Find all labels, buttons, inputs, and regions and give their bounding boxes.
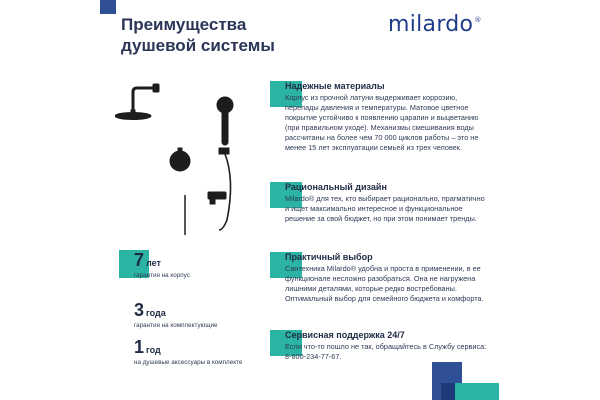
stat-body-warranty <box>119 250 190 279</box>
feature-text: Milardo® для тех, кто выбирает рационально, прагматично и ищет максимально интересное и функциональное решение за свой бюджет, но при этом понимает тренды. <box>285 194 485 223</box>
page-title <box>121 14 275 56</box>
stat-number <box>119 337 242 358</box>
stat-value: 3 <box>134 300 145 320</box>
stat-caption: на душевые аксессуары в комплекте <box>134 359 243 366</box>
feature-title: Сервисная поддержка 24/7 <box>285 330 405 340</box>
feature-service-support <box>270 330 490 362</box>
feature-text: Корпус из прочной латуни выдерживает коррозию, перепады давления и температуры. Матовое цветное покрытие устойчиво к появлению царапин и выцветанию (при правильном уходе). Механизмы смешивания воды рассчитаны на более чем 70 000 циклов работы – это не менее 15 лет эксплуатации семьей из трех человек. <box>285 93 479 152</box>
feature-reliable-materials <box>270 81 490 153</box>
stat-unit: год <box>146 345 161 355</box>
stat-value: 1 <box>134 337 145 357</box>
feature-practical-choice <box>270 252 490 304</box>
stat-number <box>119 300 218 321</box>
title-line-2: душевой системы <box>121 36 275 55</box>
feature-title: Практичный выбор <box>285 252 373 262</box>
stat-unit: лет <box>146 258 161 268</box>
shower-system-image <box>115 80 245 250</box>
decorative-block-teal <box>455 383 499 400</box>
stat-unit: года <box>146 308 166 318</box>
stat-value: 7 <box>134 250 145 270</box>
stat-caption: гарантия на комплектующие <box>134 322 218 329</box>
title-line-1: Преимущества <box>121 15 247 34</box>
logo-text: milardo <box>388 12 474 37</box>
feature-rational-design <box>270 182 490 224</box>
stat-parts-warranty <box>119 300 218 329</box>
feature-title: Надежные материалы <box>285 81 385 91</box>
decorative-block-dark <box>441 383 455 400</box>
stat-number <box>119 250 190 271</box>
feature-title: Рациональный дизайн <box>285 182 387 192</box>
shower-system-product-icon <box>115 80 245 245</box>
logo-mark: ® <box>474 16 482 24</box>
feature-text: Сантехника Milardo® удобна и проста в применении, в ее функционале несложно разобраться. Она не нагружена лишними деталями, которые редко востребованы. Оптимальный выбор для семейного бюджета и комфорта. <box>285 264 484 303</box>
stat-accessories-warranty <box>119 337 242 366</box>
corner-decoration <box>100 0 116 14</box>
feature-text: Если что-то пошло не так, обращайтесь в Службу сервиса: 8-800-234-77-67. <box>285 342 487 361</box>
stat-caption: гарантия на корпус <box>134 272 190 279</box>
milardo-logo <box>388 12 482 37</box>
